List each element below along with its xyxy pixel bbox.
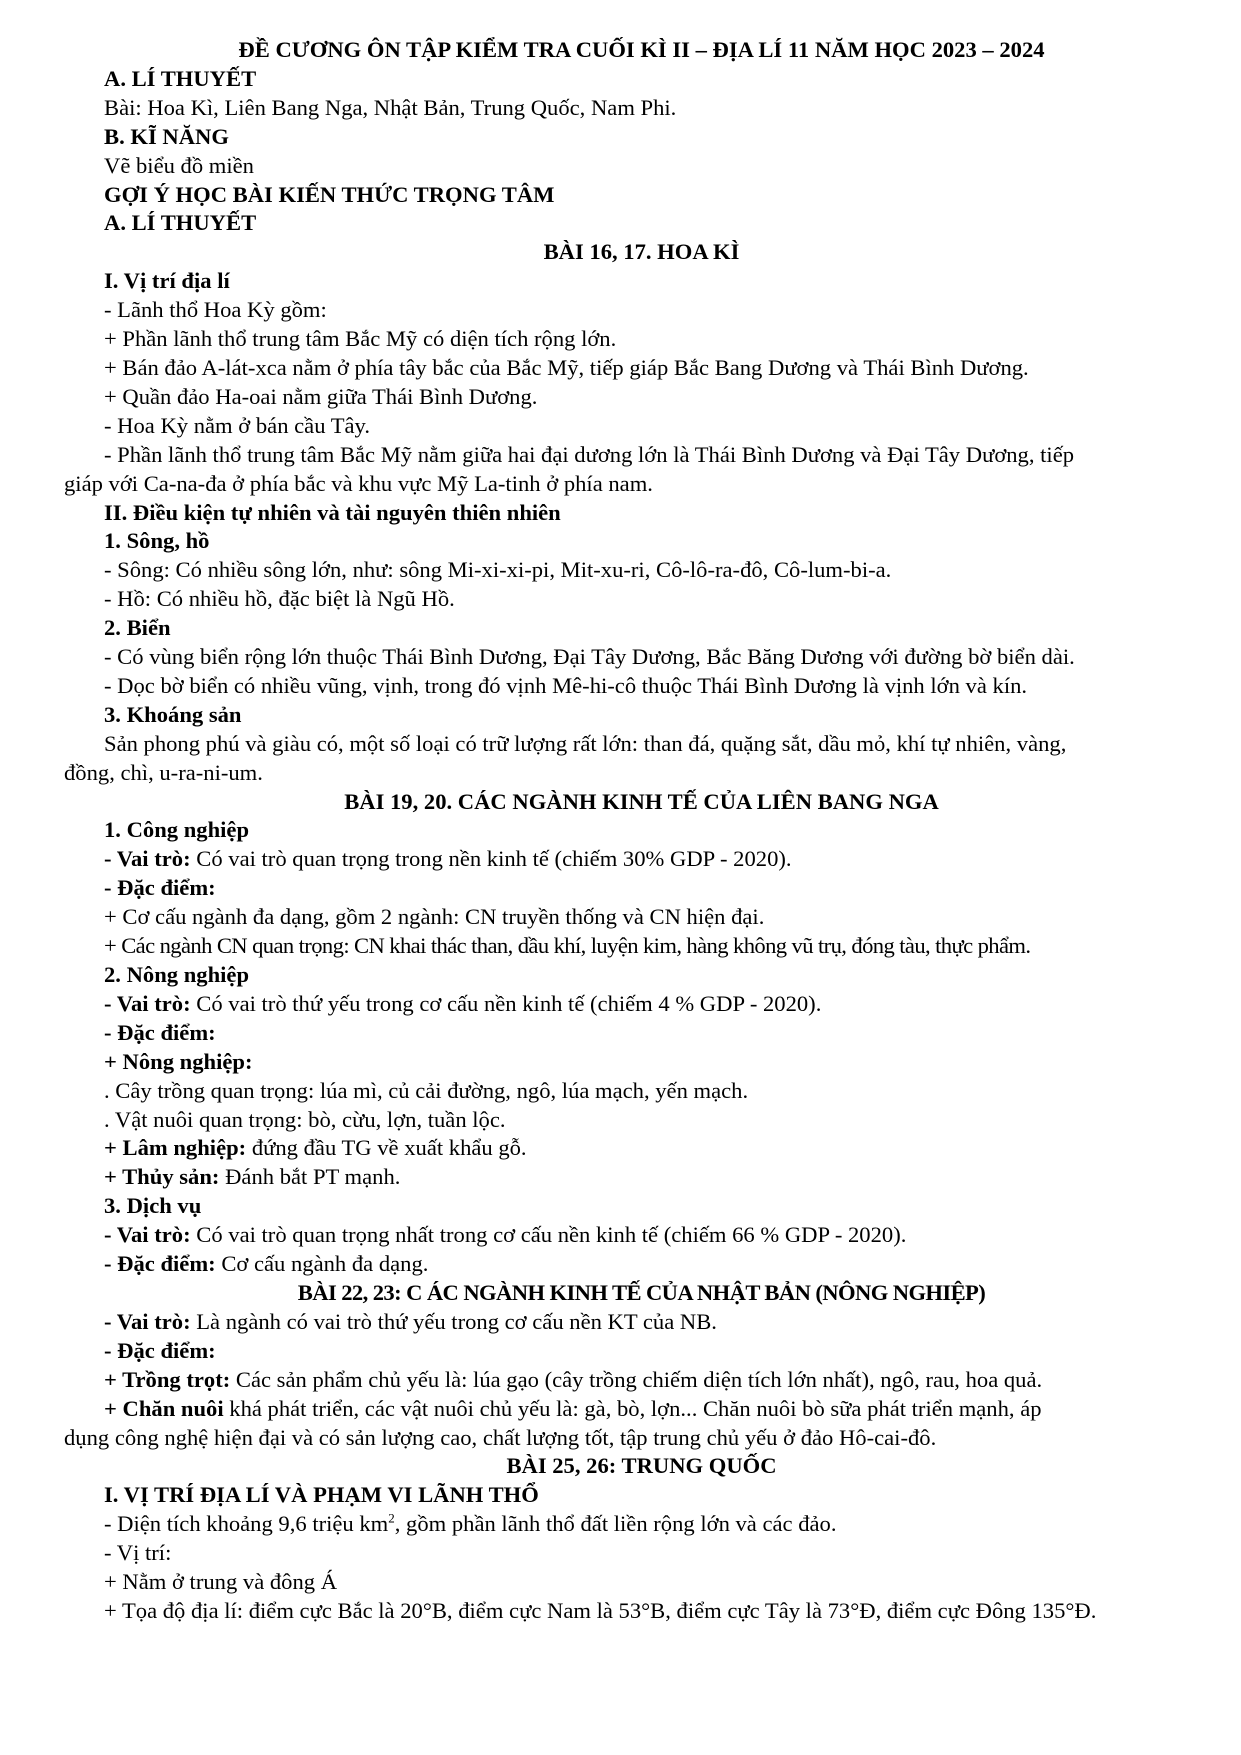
section-heading: I. VỊ TRÍ ĐỊA LÍ VÀ PHẠM VI LÃNH THỔ (104, 1482, 539, 1508)
text-line: - Vị trí: (104, 1540, 172, 1566)
forestry-label: + Lâm nghiệp: (104, 1135, 247, 1161)
crop-label: + Trồng trọt: (104, 1366, 231, 1392)
guide-subheading: A. LÍ THUYẾT (104, 210, 257, 236)
role-text: Có vai trò quan trọng nhất trong cơ cấu nền kinh tế (chiếm 66 % GDP - 2020). (190, 1222, 907, 1248)
livestock-label: + Chăn nuôi (104, 1395, 224, 1421)
area-line (64, 1510, 1179, 1539)
section-heading: II. Điều kiện tự nhiên và tài nguyên thiên nhiên (104, 499, 561, 525)
paragraph-continuation: dụng công nghệ hiện đại và có sản lượng cao, chất lượng tốt, tập trung chủ yếu ở đảo Hô-cai-đô. (64, 1424, 937, 1450)
role-line (64, 845, 1179, 874)
crop-text: Các sản phẩm chủ yếu là: lúa gạo (cây trồng chiếm diện tích lớn nhất), ngô, rau, hoa quả. (230, 1366, 1043, 1392)
subsection-heading: 3. Dịch vụ (104, 1193, 202, 1219)
subsection-heading: 2. Nông nghiệp (104, 962, 250, 987)
fishery-text: Đánh bắt PT mạnh. (219, 1164, 401, 1190)
lesson-russia-title: BÀI 19, 20. CÁC NGÀNH KINH TẾ CỦA LIÊN BANG NGA (344, 788, 939, 814)
part-b-heading: B. KĨ NĂNG (104, 123, 229, 149)
fishery-label: + Thủy sản: (104, 1164, 220, 1190)
feature-line (64, 1250, 1179, 1279)
text-line: - Hồ: Có nhiều hồ, đặc biệt là Ngũ Hồ. (104, 586, 455, 612)
lesson-japan-title: BÀI 22, 23: C ÁC NGÀNH KINH TẾ CỦA NHẬT BẢN (NÔNG NGHIỆP) (297, 1279, 986, 1305)
text-line: - Sông: Có nhiều sông lớn, như: sông Mi-xi-xi-pi, Mit-xu-ri, Cô-lô-ra-đô, Cô-lum-bi-a. (104, 557, 892, 583)
role-line (64, 1221, 1179, 1250)
role-label: - Vai trò: (104, 990, 191, 1016)
role-line (64, 990, 1179, 1019)
section-heading: I. Vị trí địa lí (104, 268, 230, 294)
document-title: ĐỀ CƯƠNG ÔN TẬP KIỂM TRA CUỐI KÌ II – ĐỊA LÍ 11 NĂM HỌC 2023 – 2024 (238, 37, 1045, 62)
text-line: - Có vùng biển rộng lớn thuộc Thái Bình Dương, Đại Tây Dương, Bắc Băng Dương với đường bờ biển dài. (104, 644, 1075, 670)
text-line: - Dọc bờ biển có nhiều vũng, vịnh, trong đó vịnh Mê-hi-cô thuộc Thái Bình Dương là vịnh lớn và kín. (104, 672, 1028, 698)
text-line: + Cơ cấu ngành đa dạng, gồm 2 ngành: CN truyền thống và CN hiện đại. (104, 904, 765, 930)
role-label: - Vai trò: (104, 1308, 191, 1334)
feature-label: - Đặc điểm: (104, 1337, 216, 1363)
fishery-line (64, 1163, 1179, 1192)
livestock-text: khá phát triển, các vật nuôi chủ yếu là: gà, bò, lợn... Chăn nuôi bò sữa phát triển mạnh, áp (223, 1395, 1042, 1421)
forestry-text: đứng đầu TG về xuất khẩu gỗ. (246, 1135, 527, 1161)
feature-label: - Đặc điểm: (104, 1019, 216, 1045)
area-superscript: 2 (388, 1510, 395, 1526)
subsection-heading: 2. Biển (104, 615, 171, 641)
agri-sub-heading: + Nông nghiệp: (104, 1048, 253, 1074)
text-line: + Quần đảo Ha-oai nằm giữa Thái Bình Dương. (104, 383, 538, 409)
lesson-usa-title: BÀI 16, 17. HOA KÌ (543, 239, 740, 265)
role-label: - Vai trò: (104, 1222, 191, 1248)
role-text: Có vai trò quan trọng trong nền kinh tế (chiếm 30% GDP - 2020). (190, 846, 792, 872)
livestock-line (64, 1395, 1179, 1424)
feature-text: Cơ cấu ngành đa dạng. (215, 1251, 429, 1277)
text-line: . Cây trồng quan trọng: lúa mì, củ cải đường, ngô, lúa mạch, yến mạch. (104, 1077, 749, 1103)
part-a-text: Bài: Hoa Kì, Liên Bang Nga, Nhật Bản, Trung Quốc, Nam Phi. (104, 94, 677, 120)
part-a-heading: A. LÍ THUYẾT (104, 65, 257, 91)
paragraph-continuation: đồng, chì, u-ra-ni-um. (64, 759, 263, 785)
paragraph-line: - Phần lãnh thổ trung tâm Bắc Mỹ nằm giữa hai đại dương lớn là Thái Bình Dương và Đại Tây Dương, tiếp (104, 441, 1075, 467)
forestry-line (64, 1134, 1179, 1163)
role-line (64, 1308, 1179, 1337)
subsection-heading: 1. Công nghiệp (104, 817, 250, 843)
crop-line (64, 1366, 1179, 1395)
feature-label: - Đặc điểm: (104, 875, 216, 901)
feature-label: - Đặc điểm: (104, 1251, 216, 1277)
document-page (0, 36, 1241, 1626)
guide-heading: GỢI Ý HỌC BÀI KIẾN THỨC TRỌNG TÂM (104, 181, 555, 207)
text-line: + Nằm ở trung và đông Á (104, 1569, 338, 1595)
subsection-heading: 1. Sông, hồ (104, 528, 210, 554)
role-text: Là ngành có vai trò thứ yếu trong cơ cấu nền KT của NB. (190, 1308, 717, 1334)
lesson-china-title: BÀI 25, 26: TRUNG QUỐC (506, 1453, 777, 1479)
text-line: . Vật nuôi quan trọng: bò, cừu, lợn, tuần lộc. (104, 1106, 506, 1132)
part-b-text: Vẽ biểu đồ miền (104, 152, 254, 178)
text-line: - Hoa Kỳ nằm ở bán cầu Tây. (104, 412, 371, 438)
text-line: + Phần lãnh thổ trung tâm Bắc Mỹ có diện tích rộng lớn. (104, 326, 617, 352)
text-line: - Lãnh thổ Hoa Kỳ gồm: (104, 297, 327, 323)
paragraph-line: Sản phong phú và giàu có, một số loại có trữ lượng rất lớn: than đá, quặng sắt, dầu mỏ, khí tự nhiên, vàng, (104, 730, 1067, 756)
role-label: - Vai trò: (104, 846, 191, 872)
subsection-heading: 3. Khoáng sản (104, 701, 242, 727)
text-line: + Các ngành CN quan trọng: CN khai thác than, dầu khí, luyện kim, hàng không vũ trụ, đóng tàu, thực phẩm. (104, 933, 1031, 959)
text-line: + Tọa độ địa lí: điểm cực Bắc là 20°B, điểm cực Nam là 53°B, điểm cực Tây là 73°Đ, điểm cực Đông 135°Đ. (104, 1597, 1097, 1623)
text-line: + Bán đảo A-lát-xca nằm ở phía tây bắc của Bắc Mỹ, tiếp giáp Bắc Bang Dương và Thái Bình Dương. (104, 354, 1029, 380)
area-text-rest: , gồm phần lãnh thổ đất liền rộng lớn và các đảo. (394, 1511, 837, 1537)
role-text: Có vai trò thứ yếu trong cơ cấu nền kinh tế (chiếm 4 % GDP - 2020). (190, 990, 822, 1016)
area-text: - Diện tích khoảng 9,6 triệu km (104, 1511, 389, 1537)
paragraph-continuation: giáp với Ca-na-đa ở phía bắc và khu vực Mỹ La-tinh ở phía nam. (64, 470, 653, 496)
